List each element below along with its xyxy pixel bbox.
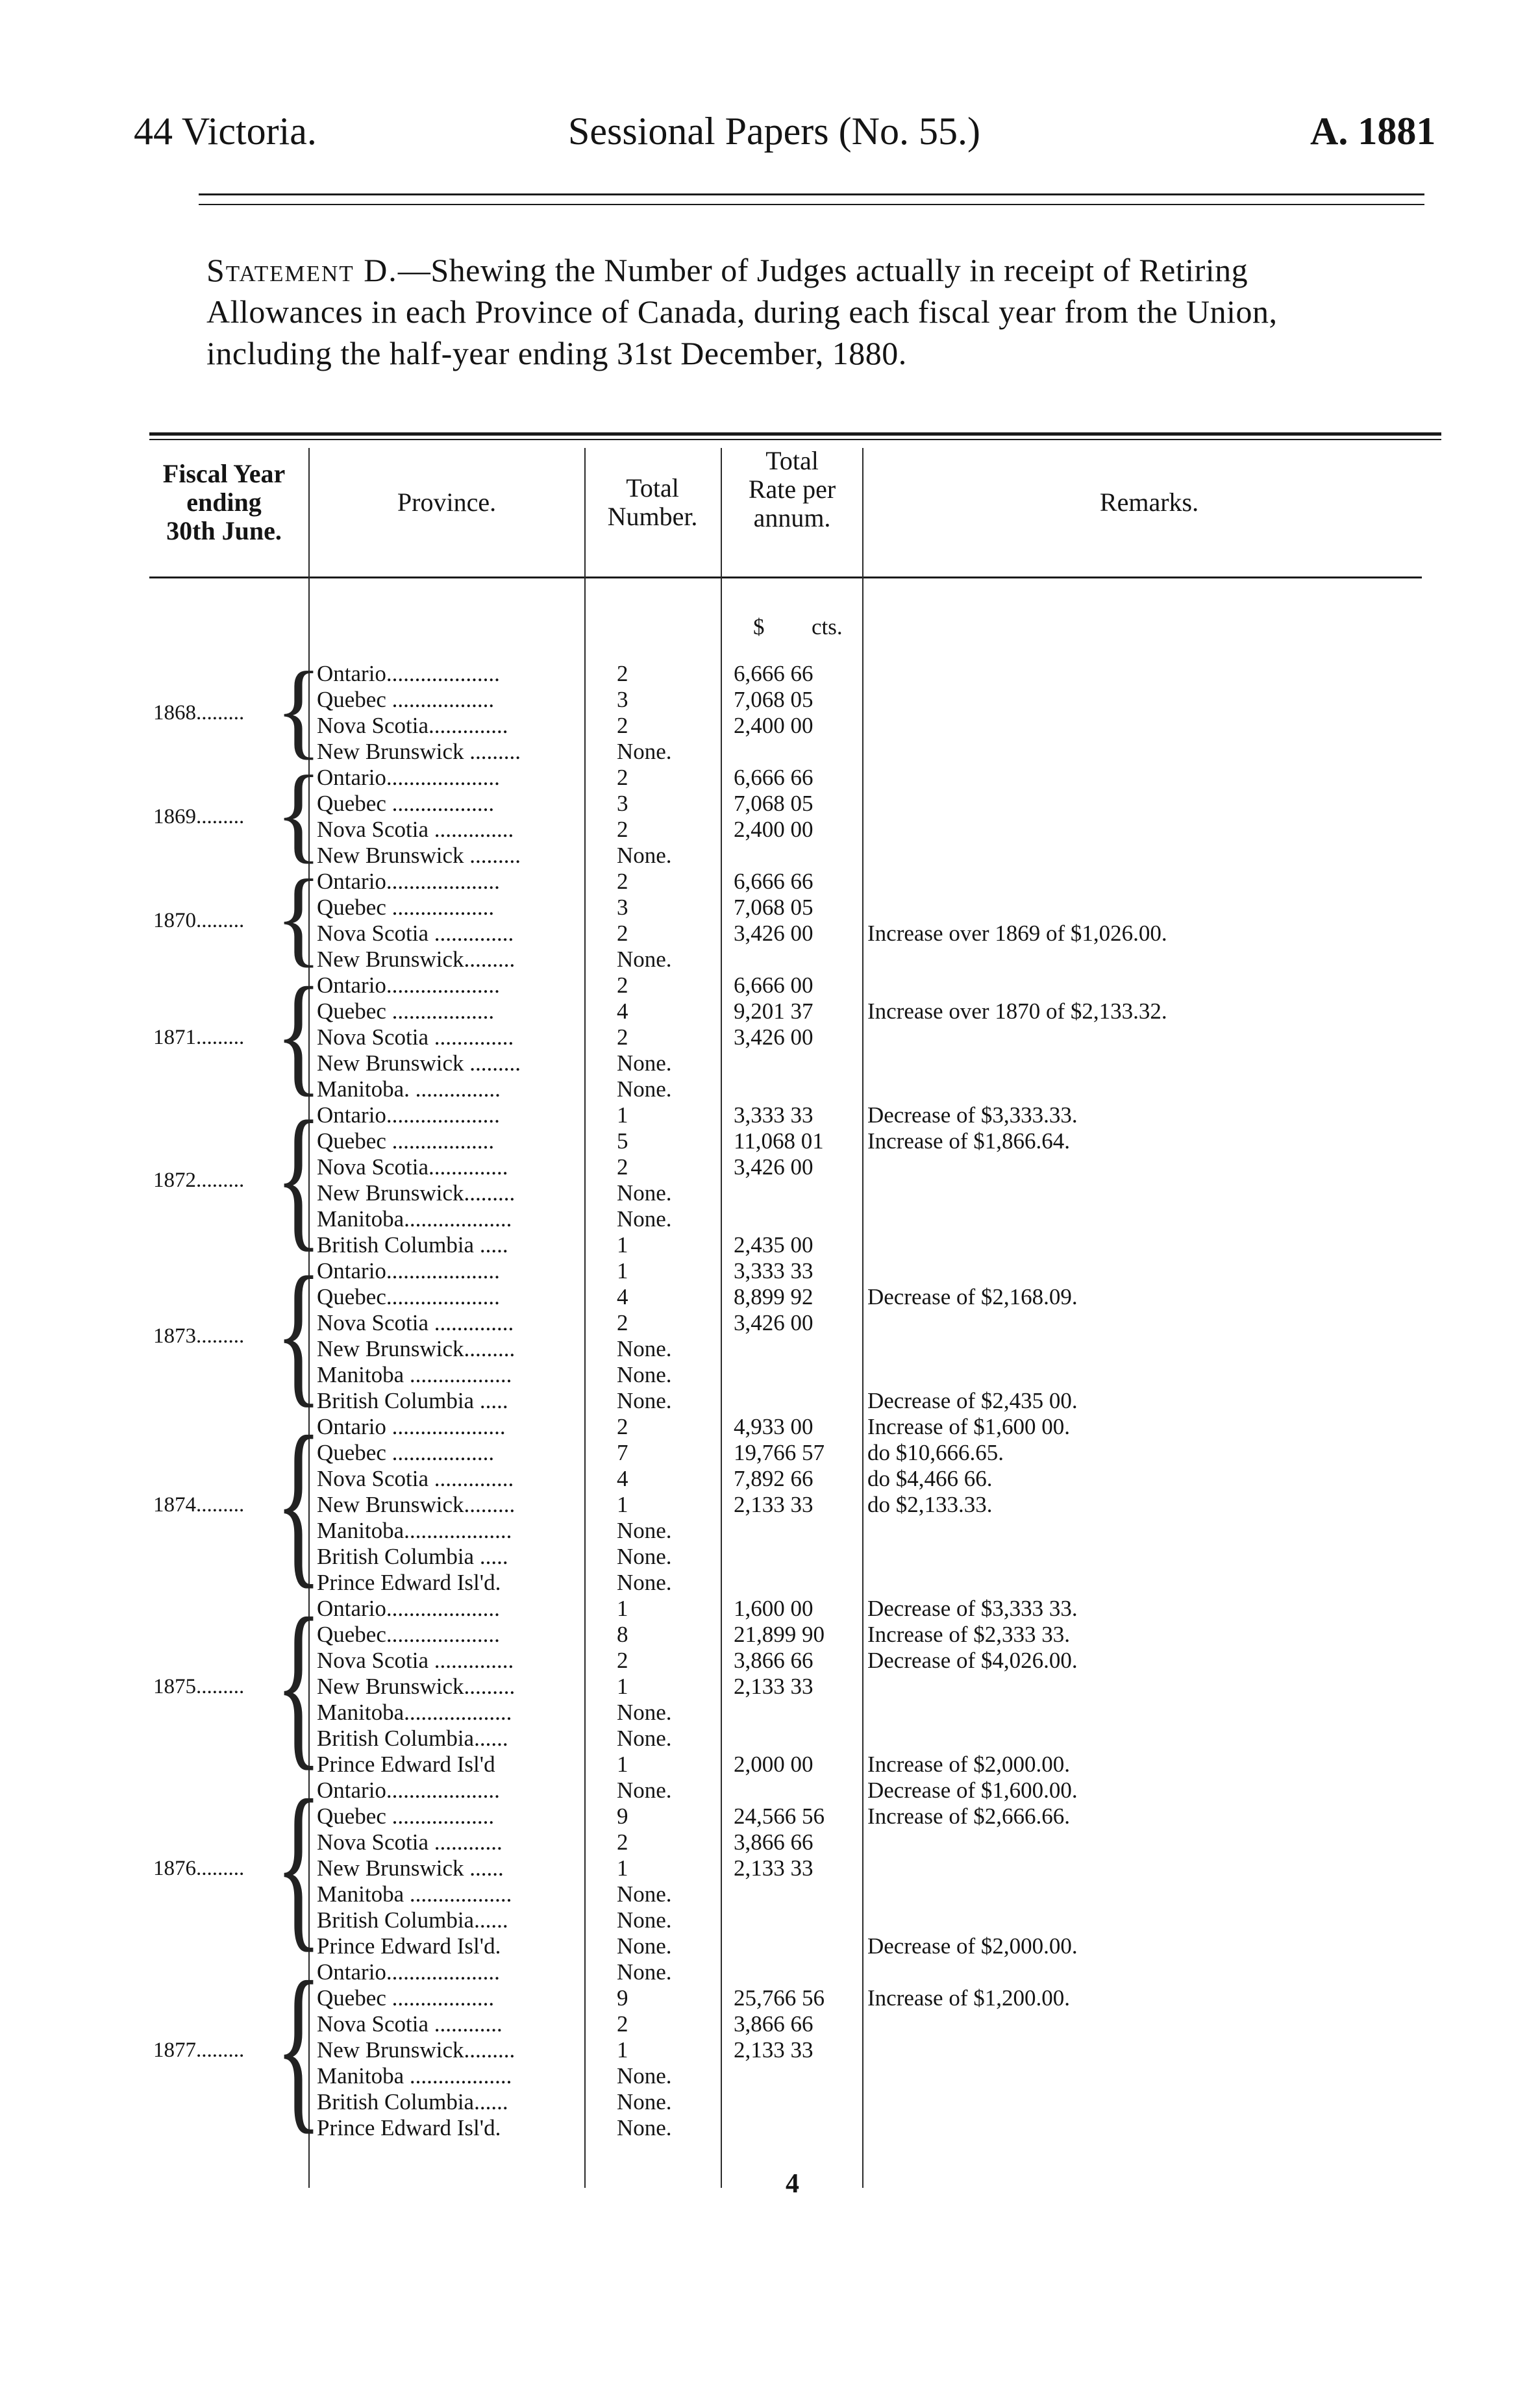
fiscal-year-label: 1873......... <box>153 1324 245 1348</box>
statement-lead: Statement D. <box>206 252 398 288</box>
province-cell: Nova Scotia .............. <box>317 1024 514 1050</box>
province-cell: British Columbia...... <box>317 2089 508 2114</box>
province-cell: Ontario.................... <box>317 661 500 686</box>
number-cell: None. <box>617 1518 672 1543</box>
rate-cell: 3,866 66 <box>734 2011 813 2037</box>
province-cell: Ontario.................... <box>317 1258 500 1283</box>
number-cell: 2 <box>617 973 628 998</box>
remark-cell: Increase of $2,000.00. <box>867 1752 1070 1777</box>
number-cell: 1 <box>617 2037 628 2063</box>
remark-cell: do $4,466 66. <box>867 1466 993 1491</box>
statement-line-2: Allowances in each Province of Canada, during each fiscal year from the Union, <box>206 293 1278 330</box>
remark-cell: Increase of $2,333 33. <box>867 1622 1070 1647</box>
province-cell: Ontario.................... <box>317 1596 500 1621</box>
province-cell: Prince Edward Isl'd. <box>317 1933 501 1959</box>
number-cell: 2 <box>617 817 628 842</box>
remark-cell: Increase of $1,866.64. <box>867 1128 1070 1154</box>
province-cell: Nova Scotia .............. <box>317 1648 514 1673</box>
province-cell: Ontario .................... <box>317 1414 506 1439</box>
number-cell: None. <box>617 1336 672 1361</box>
province-cell: New Brunswick ......... <box>317 843 521 868</box>
rate-cell: 6,666 00 <box>734 973 813 998</box>
rate-cell: 6,666 66 <box>734 661 813 686</box>
number-cell: None. <box>617 1726 672 1751</box>
rate-cell: 21,899 90 <box>734 1622 825 1647</box>
number-cell: None. <box>617 947 672 972</box>
number-cell: None. <box>617 2115 672 2140</box>
rate-cell: 3,333 33 <box>734 1258 813 1283</box>
number-cell: 8 <box>617 1622 628 1647</box>
col-head-province: Province. <box>397 488 497 517</box>
remark-cell: Increase over 1869 of $1,026.00. <box>867 921 1167 946</box>
number-cell: 1 <box>617 1102 628 1128</box>
number-cell: None. <box>617 1050 672 1076</box>
remark-cell: Decrease of $2,168.09. <box>867 1284 1078 1309</box>
province-cell: New Brunswick......... <box>317 2037 515 2063</box>
province-cell: Nova Scotia .............. <box>317 817 514 842</box>
rate-cell: 1,600 00 <box>734 1596 813 1621</box>
number-cell: None. <box>617 1881 672 1907</box>
fiscal-year-label: 1875......... <box>153 1675 245 1698</box>
rate-cell: 2,133 33 <box>734 2037 813 2063</box>
number-cell: 9 <box>617 1985 628 2011</box>
province-cell: Ontario.................... <box>317 765 500 790</box>
province-cell: Nova Scotia ............ <box>317 1829 503 1855</box>
province-cell: Ontario.................... <box>317 1102 500 1128</box>
group-brace: { <box>275 1244 322 1422</box>
province-cell: Nova Scotia .............. <box>317 1310 514 1335</box>
rate-cell: 7,892 66 <box>734 1466 813 1491</box>
province-cell: New Brunswick......... <box>317 1674 515 1699</box>
province-cell: Nova Scotia.............. <box>317 1154 508 1180</box>
number-cell: None. <box>617 843 672 868</box>
remark-cell: Increase over 1870 of $2,133.32. <box>867 998 1167 1024</box>
rate-cell: 3,866 66 <box>734 1648 813 1673</box>
rate-cell: 3,426 00 <box>734 1154 813 1180</box>
province-cell: Quebec.................... <box>317 1622 500 1647</box>
number-cell: None. <box>617 1907 672 1933</box>
rate-cell: 2,133 33 <box>734 1674 813 1699</box>
fiscal-year-label: 1869......... <box>153 805 245 828</box>
number-cell: None. <box>617 1933 672 1959</box>
fiscal-year-label: 1876......... <box>153 1857 245 1880</box>
province-cell: Manitoba................... <box>317 1206 512 1232</box>
province-cell: Manitoba .................. <box>317 1881 512 1907</box>
rate-cell: 25,766 56 <box>734 1985 825 2011</box>
running-header-center: Sessional Papers (No. 55.) <box>568 110 980 153</box>
province-cell: British Columbia ..... <box>317 1388 508 1413</box>
rate-cell: 24,566 56 <box>734 1804 825 1829</box>
number-cell: 1 <box>617 1855 628 1881</box>
province-cell: New Brunswick......... <box>317 947 515 972</box>
number-cell: 7 <box>617 1440 628 1465</box>
group-brace: { <box>275 960 322 1108</box>
number-cell: None. <box>617 1076 672 1102</box>
group-brace: { <box>275 1762 322 1968</box>
province-cell: New Brunswick ......... <box>317 1050 521 1076</box>
province-cell: Nova Scotia .............. <box>317 921 514 946</box>
number-cell: 1 <box>617 1752 628 1777</box>
rate-cell: 2,133 33 <box>734 1855 813 1881</box>
rate-cell: 7,068 05 <box>734 895 813 920</box>
remark-cell: Increase of $1,200.00. <box>867 1985 1070 2011</box>
province-cell: Prince Edward Isl'd <box>317 1752 495 1777</box>
rate-cell: 3,426 00 <box>734 921 813 946</box>
running-header-left: 44 Victoria. <box>134 110 317 153</box>
remark-cell: Decrease of $2,435 00. <box>867 1388 1078 1413</box>
fiscal-year-label: 1877......... <box>153 2039 245 2062</box>
group-brace: { <box>275 1088 322 1266</box>
group-brace: { <box>275 858 322 977</box>
number-cell: None. <box>617 1544 672 1569</box>
number-cell: 1 <box>617 1232 628 1258</box>
number-cell: 2 <box>617 1024 628 1050</box>
number-cell: 2 <box>617 869 628 894</box>
rate-cell: 11,068 01 <box>734 1128 824 1154</box>
province-cell: New Brunswick......... <box>317 1180 515 1206</box>
remark-cell: do $2,133.33. <box>867 1492 993 1517</box>
rate-cell: 2,000 00 <box>734 1752 813 1777</box>
number-cell: None. <box>617 739 672 764</box>
number-cell: None. <box>617 1570 672 1595</box>
province-cell: Quebec .................. <box>317 895 495 920</box>
number-cell: None. <box>617 1206 672 1232</box>
province-cell: Ontario.................... <box>317 973 500 998</box>
province-cell: New Brunswick......... <box>317 1492 515 1517</box>
number-cell: None. <box>617 1180 672 1206</box>
group-brace: { <box>275 1398 322 1605</box>
rate-cell: 6,666 66 <box>734 765 813 790</box>
province-cell: Ontario.................... <box>317 1778 500 1803</box>
number-cell: None. <box>617 1700 672 1725</box>
province-cell: Manitoba .................. <box>317 2063 512 2089</box>
number-cell: 5 <box>617 1128 628 1154</box>
rate-cell: 7,068 05 <box>734 791 813 816</box>
province-cell: Quebec .................. <box>317 687 495 712</box>
province-cell: New Brunswick ......... <box>317 739 521 764</box>
number-cell: 4 <box>617 1284 628 1309</box>
remark-cell: Decrease of $3,333.33. <box>867 1102 1078 1128</box>
number-cell: 2 <box>617 1648 628 1673</box>
rate-cell: 7,068 05 <box>734 687 813 712</box>
fiscal-year-label: 1870......... <box>153 909 245 932</box>
number-cell: 2 <box>617 1310 628 1335</box>
number-cell: None. <box>617 2063 672 2089</box>
unit-cents: cts. <box>812 614 843 639</box>
remark-cell: Decrease of $1,600.00. <box>867 1778 1078 1803</box>
province-cell: Quebec .................. <box>317 791 495 816</box>
province-cell: British Columbia ..... <box>317 1544 508 1569</box>
remark-cell: Increase of $1,600 00. <box>867 1414 1070 1439</box>
province-cell: Ontario.................... <box>317 1959 500 1985</box>
rate-cell: 3,426 00 <box>734 1310 813 1335</box>
number-cell: 2 <box>617 661 628 686</box>
province-cell: Manitoba. ............... <box>317 1076 501 1102</box>
province-cell: Manitoba................... <box>317 1700 512 1725</box>
province-cell: Prince Edward Isl'd. <box>317 2115 501 2140</box>
number-cell: 3 <box>617 895 628 920</box>
province-cell: Nova Scotia .............. <box>317 1466 514 1491</box>
number-cell: None. <box>617 1362 672 1387</box>
rate-cell: 2,133 33 <box>734 1492 813 1517</box>
statement-line-1: —Shewing the Number of Judges actually in receipt of Retiring <box>397 252 1248 288</box>
province-cell: Quebec .................. <box>317 1985 495 2011</box>
rate-cell: 2,400 00 <box>734 817 813 842</box>
province-cell: Quebec .................. <box>317 998 495 1024</box>
province-cell: Quebec .................. <box>317 1440 495 1465</box>
number-cell: 2 <box>617 713 628 738</box>
group-brace: { <box>275 1580 322 1787</box>
number-cell: None. <box>617 2089 672 2114</box>
col-head-fiscal-year: Fiscal Year ending 30th June. <box>162 459 286 545</box>
remark-cell: Increase of $2,666.66. <box>867 1804 1070 1829</box>
number-cell: None. <box>617 1388 672 1413</box>
number-cell: 1 <box>617 1674 628 1699</box>
province-cell: Prince Edward Isl'd. <box>317 1570 501 1595</box>
number-cell: 9 <box>617 1804 628 1829</box>
remark-cell: do $10,666.65. <box>867 1440 1004 1465</box>
remark-cell: Decrease of $3,333 33. <box>867 1596 1078 1621</box>
fiscal-year-label: 1872......... <box>153 1169 245 1192</box>
running-header-right: A. 1881 <box>1310 110 1436 153</box>
province-cell: Nova Scotia ............ <box>317 2011 503 2037</box>
province-cell: British Columbia...... <box>317 1726 508 1751</box>
number-cell: 3 <box>617 791 628 816</box>
rate-cell: 4,933 00 <box>734 1414 813 1439</box>
rate-cell: 8,899 92 <box>734 1284 813 1309</box>
province-cell: Quebec .................. <box>317 1128 495 1154</box>
rate-cell: 2,400 00 <box>734 713 813 738</box>
group-brace: { <box>275 1944 322 2150</box>
number-cell: 4 <box>617 1466 628 1491</box>
province-cell: British Columbia...... <box>317 1907 508 1933</box>
number-cell: None. <box>617 1959 672 1985</box>
number-cell: 1 <box>617 1258 628 1283</box>
province-cell: New Brunswick ...... <box>317 1855 504 1881</box>
province-cell: Manitoba................... <box>317 1518 512 1543</box>
fiscal-year-label: 1868......... <box>153 701 245 725</box>
fiscal-year-label: 1874......... <box>153 1493 245 1517</box>
page-number: 4 <box>786 2169 799 2199</box>
unit-dollars: $ <box>753 614 765 639</box>
number-cell: 1 <box>617 1492 628 1517</box>
province-cell: Manitoba .................. <box>317 1362 512 1387</box>
rate-cell: 3,866 66 <box>734 1829 813 1855</box>
group-brace: { <box>275 754 322 873</box>
rate-cell: 3,333 33 <box>734 1102 813 1128</box>
fiscal-year-label: 1871......... <box>153 1026 245 1049</box>
province-cell: British Columbia ..... <box>317 1232 508 1258</box>
number-cell: 2 <box>617 765 628 790</box>
rate-cell: 19,766 57 <box>734 1440 825 1465</box>
rate-cell: 3,426 00 <box>734 1024 813 1050</box>
number-cell: 3 <box>617 687 628 712</box>
number-cell: 2 <box>617 2011 628 2037</box>
remark-cell: Decrease of $4,026.00. <box>867 1648 1078 1673</box>
province-cell: Quebec .................. <box>317 1804 495 1829</box>
statement-line-3: including the half-year ending 31st December, 1880. <box>206 335 907 371</box>
number-cell: 4 <box>617 998 628 1024</box>
number-cell: 2 <box>617 1829 628 1855</box>
province-cell: Ontario.................... <box>317 869 500 894</box>
province-cell: New Brunswick......... <box>317 1336 515 1361</box>
province-cell: Nova Scotia.............. <box>317 713 508 738</box>
province-cell: Quebec.................... <box>317 1284 500 1309</box>
rate-cell: 9,201 37 <box>734 998 813 1024</box>
col-head-total-number: Total Number. <box>607 473 698 531</box>
col-head-remarks: Remarks. <box>1099 488 1199 517</box>
col-head-total-rate: Total Rate per annum. <box>748 446 836 532</box>
number-cell: 2 <box>617 1414 628 1439</box>
remark-cell: Decrease of $2,000.00. <box>867 1933 1078 1959</box>
rate-cell: 6,666 66 <box>734 869 813 894</box>
number-cell: 2 <box>617 921 628 946</box>
number-cell: 1 <box>617 1596 628 1621</box>
number-cell: None. <box>617 1778 672 1803</box>
number-cell: 2 <box>617 1154 628 1180</box>
group-brace: { <box>275 650 322 769</box>
rate-cell: 2,435 00 <box>734 1232 813 1258</box>
